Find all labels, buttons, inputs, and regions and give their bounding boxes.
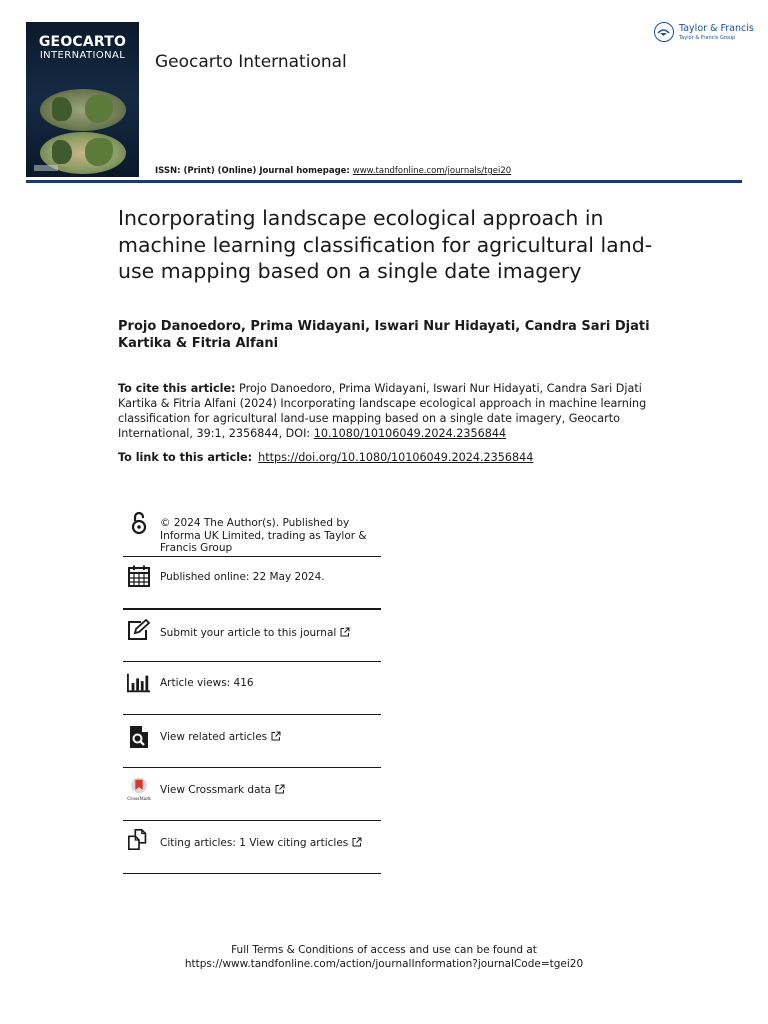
external-link-icon (275, 784, 285, 794)
publisher-logo[interactable] (654, 22, 754, 46)
external-link-icon (352, 837, 362, 847)
submit-article-label: Submit your article to this journal (160, 627, 337, 639)
submit-article-link[interactable] (160, 627, 382, 640)
crossmark-label: View Crossmark data (160, 784, 272, 796)
citation-block (118, 381, 658, 441)
journal-homepage-link[interactable]: www.tandfonline.com/journals/tgei20 (352, 166, 512, 176)
publisher-group: Taylor & Francis Group (679, 35, 736, 41)
terms-footer (0, 943, 768, 971)
cover-subtitle: INTERNATIONAL (39, 50, 126, 61)
crossmark-logo-text: CrossMark (127, 796, 151, 802)
article-link-line (118, 450, 678, 465)
published-date-text: Published online: 22 May 2024. (160, 571, 325, 583)
related-articles-label: View related articles (160, 731, 268, 743)
terms-line: Full Terms & Conditions of access and use can be found at (231, 944, 537, 956)
open-access-row (123, 505, 381, 557)
article-authors: Projo Danoedoro, Prima Widayani, Iswari Nur Hidayati, Candra Sari Djati Kartika & Fitria Alfani (118, 319, 650, 351)
journal-title: Geocarto International (155, 52, 347, 72)
citation-label: To cite this article: (118, 382, 236, 395)
article-link-label: To link to this article: (118, 451, 253, 464)
citation-doi-link[interactable]: 10.1080/10106049.2024.2356844 (313, 427, 507, 440)
article-views-text: Article views: 416 (160, 677, 254, 689)
header-divider (26, 180, 742, 183)
article-title: Incorporating landscape ecological approach in machine learning classification for agricultural land-use mapping based on a single date imagery (118, 206, 653, 283)
citation-text: Projo Danoedoro, Prima Widayani, Iswari Nur Hidayati, Candra Sari Djati Kartika & Fitria Alfani (2024) Incorporating landscape ecological approach in machine learning classification for agricultural land-use mapping based on a single date imagery, Geocarto International, 39:1, 2356844, DOI: (118, 382, 647, 440)
article-doi-link[interactable]: https://doi.org/10.1080/10106049.2024.2356844 (258, 451, 534, 464)
issn-line (155, 166, 511, 176)
issn-text: ISSN: (Print) (Online) Journal homepage: (155, 166, 353, 176)
citing-documents-icon (127, 828, 151, 852)
publisher-name: Taylor & Francis (679, 23, 754, 34)
calendar-icon (127, 564, 151, 588)
submit-article-row[interactable] (123, 609, 381, 662)
external-link-icon (271, 731, 281, 741)
citing-articles-label: Citing articles: 1 View citing articles (160, 837, 349, 849)
cover-footer-mark (34, 165, 58, 171)
related-articles-link[interactable] (160, 731, 382, 744)
taylor-francis-logo-icon (654, 22, 674, 42)
crossmark-icon (127, 777, 151, 801)
edit-pencil-icon (127, 618, 151, 642)
crossmark-row[interactable] (123, 768, 381, 821)
terms-url[interactable]: https://www.tandfonline.com/action/journalInformation?journalCode=tgei20 (184, 958, 584, 970)
article-actions-list (123, 505, 381, 874)
cover-title: GEOCARTO (38, 34, 127, 50)
journal-cover-image (26, 22, 139, 177)
external-link-icon (340, 627, 350, 637)
crossmark-link[interactable] (160, 784, 382, 797)
related-articles-row[interactable] (123, 715, 381, 768)
cover-globe-map-top (40, 89, 126, 131)
citing-articles-row[interactable] (123, 821, 381, 874)
citing-articles-link[interactable] (160, 837, 382, 850)
open-access-text: © 2024 The Author(s). Published by Informa UK Limited, trading as Taylor & Francis Group (160, 517, 367, 554)
document-search-icon (127, 725, 151, 749)
published-row (123, 557, 381, 609)
open-access-icon (127, 511, 151, 535)
article-views-row (123, 662, 381, 715)
bar-chart-icon (127, 671, 151, 695)
